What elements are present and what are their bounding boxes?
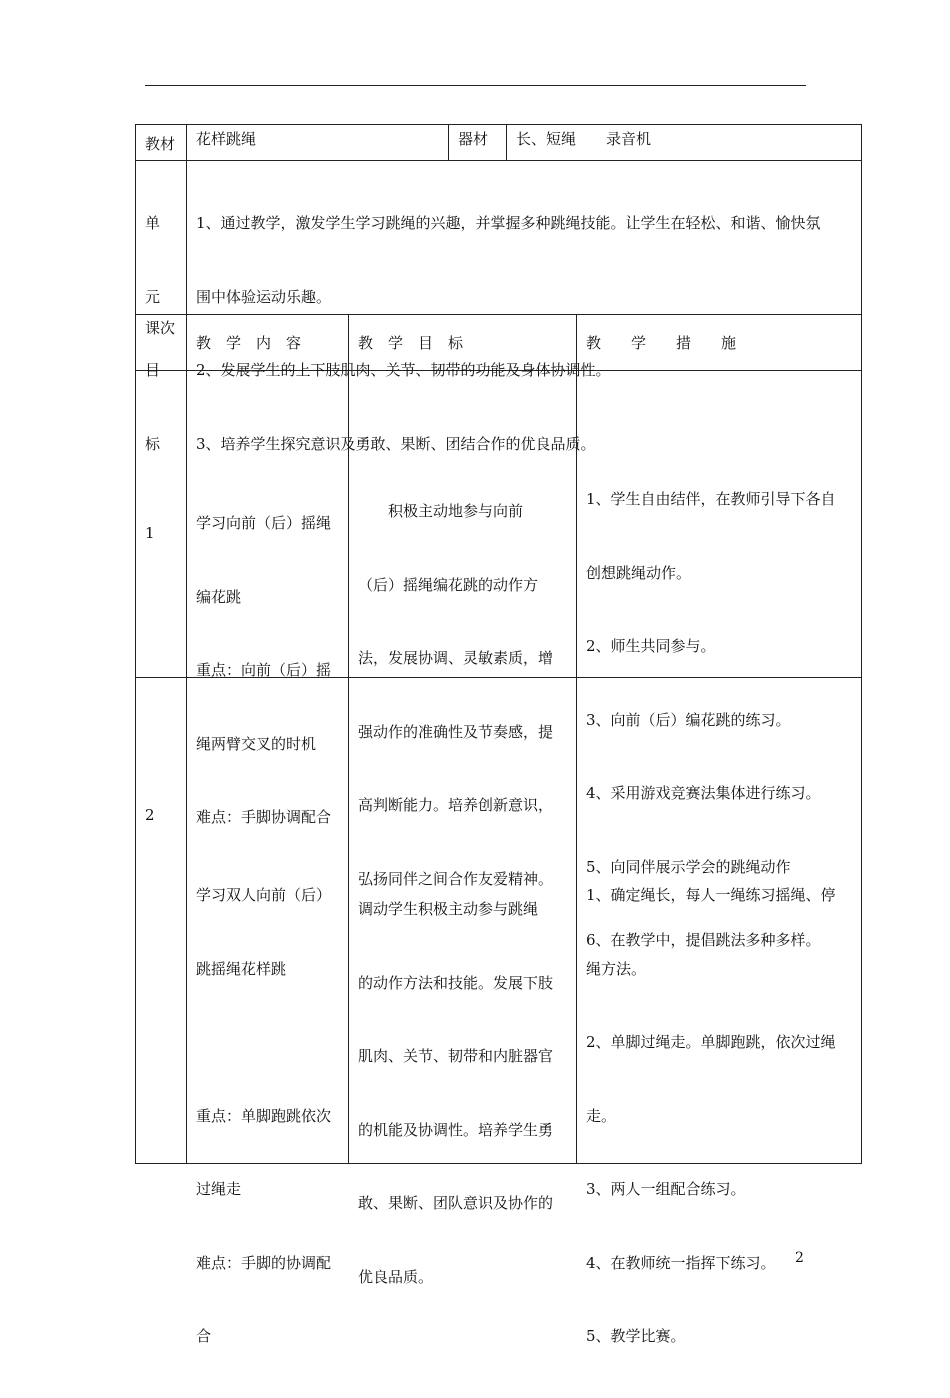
lesson-measure-line: 2、师生共同参与。 [586,637,716,655]
page-number: 2 [795,1250,804,1266]
material-label: 教材 [145,135,176,153]
lesson-content-line: 难点：手脚的协调配 [196,1253,332,1272]
unit-goals-label-char: 标 [145,434,161,453]
lesson-goal-line: 强动作的准确性及节奏感，提 [358,722,554,741]
lesson-measure-line: 4、采用游戏竞赛法集体进行练习。 [586,784,821,802]
col-header-goal: 教 学 目 标 [358,334,464,352]
lesson-goal-line: 积极主动地参与向前 [358,502,524,520]
lesson-number: 2 [145,806,155,824]
lesson-content-line: 学习双人向前（后） [196,886,332,904]
lesson-measure-line: 1、学生自由结伴，在教师引导下各自 [586,490,836,508]
lesson-content-line: 过绳走 [196,1180,242,1198]
table-border-top [135,124,862,125]
table-col-divider [186,124,187,1163]
equipment-label: 器材 [458,130,489,148]
lesson-measure-line: 3、两人一组配合练习。 [586,1180,746,1198]
table-border-left [135,124,136,1163]
unit-goals-label-char: 单 [145,214,161,232]
table-col-divider [448,124,449,160]
lesson-measure-line: 创想跳绳动作。 [586,563,692,582]
lesson-goal-line: 的动作方法和技能。发展下肢 [358,973,554,992]
lesson-measure-line: 绳方法。 [586,959,647,978]
lesson-content-line: 学习向前（后）摇绳 [196,514,332,532]
lesson-content-line: 重点：向前（后）摇 [196,661,332,679]
col-header-content: 教 学 内 容 [196,334,302,352]
table-border-right [861,124,862,1163]
table-col-divider [506,124,507,160]
lesson-measures [586,834,836,1398]
lesson-goal-line: 敢、果断、团队意识及协作的 [358,1194,554,1212]
lesson-goal-line: 肌肉、关节、韧带和内脏器官 [358,1047,554,1065]
lesson-goal-line: 高判断能力。培养创新意识， [358,796,554,814]
lesson-goal [358,848,553,1338]
lesson-goal-line: （后）摇绳编花跳的动作方 [358,575,539,594]
unit-goal-line: 2、发展学生的上下肢肌肉、关节、韧带的功能及身体协调性。 [196,361,611,379]
lesson-content-line: 编花跳 [196,587,242,606]
lesson-measure-line: 2、单脚过绳走。单脚跑跳，依次过绳 [586,1033,836,1051]
col-header-measures: 教 学 措 施 [586,334,737,352]
lesson-goal-line: 法，发展协调、灵敏素质，增 [358,649,554,667]
lesson-goal-line: 弘扬同伴之间合作友爱精神。 [358,869,554,888]
lesson-goal-line: 的机能及协调性。培养学生勇 [358,1120,554,1139]
col-header-lesson: 课次 [145,319,176,337]
unit-goals-label-char: 目 [145,361,161,379]
unit-goal-line: 围中体验运动乐趣。 [196,287,332,306]
equipment-value: 长、短绳 录音机 [516,130,652,148]
lesson-content-line: 跳摇绳花样跳 [196,959,287,978]
lesson-measure-line: 5、向同伴展示学会的跳绳动作 [586,857,791,876]
lesson-goal-line: 优良品质。 [358,1267,434,1286]
material-value: 花样跳绳 [196,130,257,148]
lesson-content-line: 重点：单脚跑跳依次 [196,1106,332,1125]
lesson-content-line: 绳两臂交叉的时机 [196,734,317,753]
lesson-content [196,462,331,879]
lesson-measure-line: 6、在教学中，提倡跳法多种多样。 [586,931,821,949]
lesson-measure-line: 5、教学比赛。 [586,1327,686,1345]
lesson-measure-line: 3、向前（后）编花跳的练习。 [586,710,791,729]
lesson-measure-line: 4、在教师统一指挥下练习。 [586,1253,776,1272]
unit-goal-line: 3、培养学生探究意识及勇敢、果断、团结合作的优良品质。 [196,434,596,453]
lesson-number: 1 [145,524,155,542]
lesson-content-line: 合 [196,1327,212,1345]
lesson-measure-line: 走。 [586,1106,617,1125]
table-row-divider [135,160,862,161]
lesson-measure-line: 1、确定绳长，每人一绳练习摇绳、停 [586,886,836,904]
header-rule [145,85,806,86]
lesson-content-line: 难点：手脚协调配合 [196,808,332,826]
lesson-content [196,834,331,1398]
lesson-goal-line: 调动学生积极主动参与跳绳 [358,900,539,918]
unit-goal-line: 1、通过教学，激发学生学习跳绳的兴趣，并掌握多种跳绳技能。让学生在轻松、和谐、愉快氛 [196,214,821,232]
lesson-content-line [196,1030,331,1055]
unit-goals-label-char: 元 [145,287,161,306]
